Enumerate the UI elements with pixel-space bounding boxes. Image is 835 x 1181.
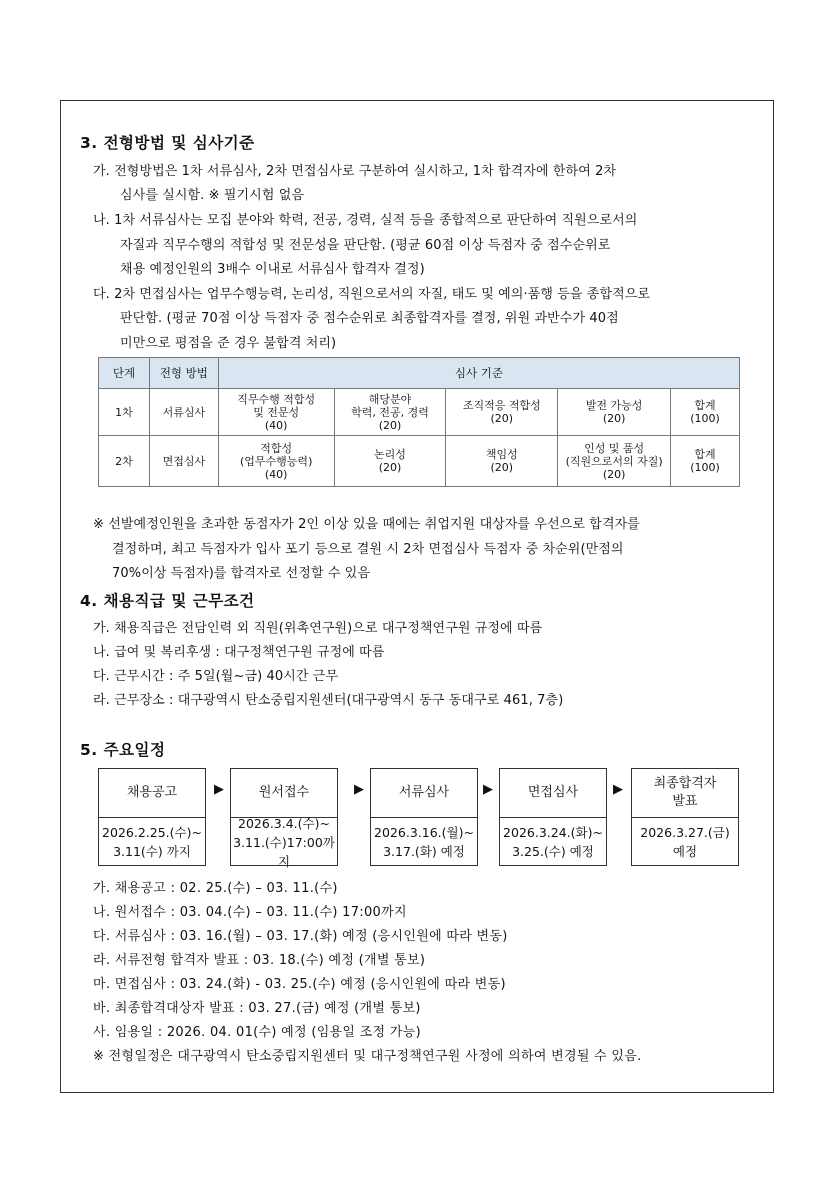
row1-criterion-1: 직무수행 적합성 및 전문성 (40) xyxy=(218,389,334,436)
row1-method: 서류심사 xyxy=(149,389,218,436)
schedule-item: 나. 원서접수 : 03. 04.(수) – 03. 11.(수) 17:00까지 xyxy=(93,905,407,920)
section3-item-da-line2: 판단함. (평균 70점 이상 득점자 중 점수순위로 최종합격자를 결정, 위원 과반수가 40점 xyxy=(120,311,619,326)
schedule-step-interview: 면접심사 2026.3.24.(화)~ 3.25.(수) 예정 xyxy=(499,768,607,866)
row1-criterion-3: 조직적응 적합성 (20) xyxy=(446,389,558,436)
section3-item-ga-line2: 심사를 실시함. ※ 필기시험 없음 xyxy=(120,188,305,203)
section3-note-line2: 결정하며, 최고 득점자가 입사 포기 등으로 결원 시 2차 면접심사 득점자 중 차순위(만점의 xyxy=(112,542,624,557)
table-row xyxy=(99,436,740,487)
row1-criterion-2: 해당분야 학력, 전공, 경력 (20) xyxy=(334,389,446,436)
section3-item-ga-line1: 가. 전형방법은 1차 서류심사, 2차 면접심사로 구분하여 실시하고, 1차 합격자에 한하여 2차 xyxy=(93,164,617,179)
row2-method: 면접심사 xyxy=(149,436,218,487)
row1-total: 합계 (100) xyxy=(671,389,740,436)
section5-title: 5. 주요일정 xyxy=(80,741,166,759)
header-criteria: 심사 기준 xyxy=(218,358,739,389)
section4-item-ra: 라. 근무장소 : 대구광역시 탄소중립지원센터(대구광역시 동구 동대구로 461, 7층) xyxy=(93,693,564,708)
section4-item-na: 나. 급여 및 복리후생 : 대구정책연구원 규정에 따름 xyxy=(93,645,385,660)
arrow-right-icon: ▶ xyxy=(214,782,224,797)
schedule-step-document-review: 서류심사 2026.3.16.(월)~ 3.17.(화) 예정 xyxy=(370,768,478,866)
section3-item-da-line1: 다. 2차 면접심사는 업무수행능력, 논리성, 직원으로서의 자질, 태도 및 예의·품행 등을 종합적으로 xyxy=(93,287,651,302)
section3-item-na-line1: 나. 1차 서류심사는 모집 분야와 학력, 전공, 경력, 실적 등을 종합적으로 판단하여 직원으로서의 xyxy=(93,213,638,228)
arrow-right-icon: ▶ xyxy=(483,782,493,797)
section4-item-da: 다. 근무시간 : 주 5일(월~금) 40시간 근무 xyxy=(93,669,339,684)
row2-criterion-3: 책임성 (20) xyxy=(446,436,558,487)
schedule-item: 가. 채용공고 : 02. 25.(수) – 03. 11.(수) xyxy=(93,881,338,896)
schedule-step-application: 원서접수 2026.3.4.(수)~ 3.11.(수)17:00까지 xyxy=(230,768,338,866)
schedule-item: 사. 임용일 : 2026. 04. 01(수) 예정 (임용일 조정 가능) xyxy=(93,1025,421,1040)
schedule-step-recruit-notice: 채용공고 2026.2.25.(수)~ 3.11(수) 까지 xyxy=(98,768,206,866)
section4-title: 4. 채용직급 및 근무조건 xyxy=(80,592,255,610)
schedule-item: 바. 최종합격대상자 발표 : 03. 27.(금) 예정 (개별 통보) xyxy=(93,1001,421,1016)
table-row xyxy=(99,389,740,436)
section3-title: 3. 전형방법 및 심사기준 xyxy=(80,134,255,152)
header-method: 전형 방법 xyxy=(149,358,218,389)
row2-total: 합계 (100) xyxy=(671,436,740,487)
criteria-table xyxy=(98,357,740,487)
arrow-right-icon: ▶ xyxy=(613,782,623,797)
schedule-item: 마. 면접심사 : 03. 24.(화) - 03. 25.(수) 예정 (응시인원에 따라 변동) xyxy=(93,977,506,992)
row1-stage: 1차 xyxy=(99,389,150,436)
header-stage: 단계 xyxy=(99,358,150,389)
section3-note-line3: 70%이상 득점자)를 합격자로 선정할 수 있음 xyxy=(112,566,371,581)
row2-criterion-1: 적합성 (업무수행능력) (40) xyxy=(218,436,334,487)
schedule-item: 다. 서류심사 : 03. 16.(월) – 03. 17.(화) 예정 (응시인원에 따라 변동) xyxy=(93,929,508,944)
schedule-item: 라. 서류전형 합격자 발표 : 03. 18.(수) 예정 (개별 통보) xyxy=(93,953,426,968)
section4-item-ga: 가. 채용직급은 전담인력 외 직원(위촉연구원)으로 대구정책연구원 규정에 따름 xyxy=(93,621,543,636)
schedule-note: ※ 전형일정은 대구광역시 탄소중립지원센터 및 대구정책연구원 사정에 의하여 변경될 수 있음. xyxy=(93,1049,642,1064)
section3-item-na-line2: 자질과 직무수행의 적합성 및 전문성을 판단함. (평균 60점 이상 득점자 중 점수순위로 xyxy=(120,238,611,253)
section3-item-da-line3: 미만으로 평점을 준 경우 불합격 처리) xyxy=(120,336,337,351)
row2-criterion-4: 인성 및 품성 (직원으로서의 자질) (20) xyxy=(558,436,671,487)
schedule-step-final-announcement: 최종합격자 발표 2026.3.27.(금) 예정 xyxy=(631,768,739,866)
section3-item-na-line3: 채용 예정인원의 3배수 이내로 서류심사 합격자 결정) xyxy=(120,262,425,277)
table-header-row xyxy=(99,358,740,389)
arrow-right-icon: ▶ xyxy=(354,782,364,797)
row1-criterion-4: 발전 가능성 (20) xyxy=(558,389,671,436)
row2-stage: 2차 xyxy=(99,436,150,487)
section3-note-line1: ※ 선발예정인원을 초과한 동점자가 2인 이상 있을 때에는 취업지원 대상자를 우선으로 합격자를 xyxy=(93,517,640,532)
row2-criterion-2: 논리성 (20) xyxy=(334,436,446,487)
